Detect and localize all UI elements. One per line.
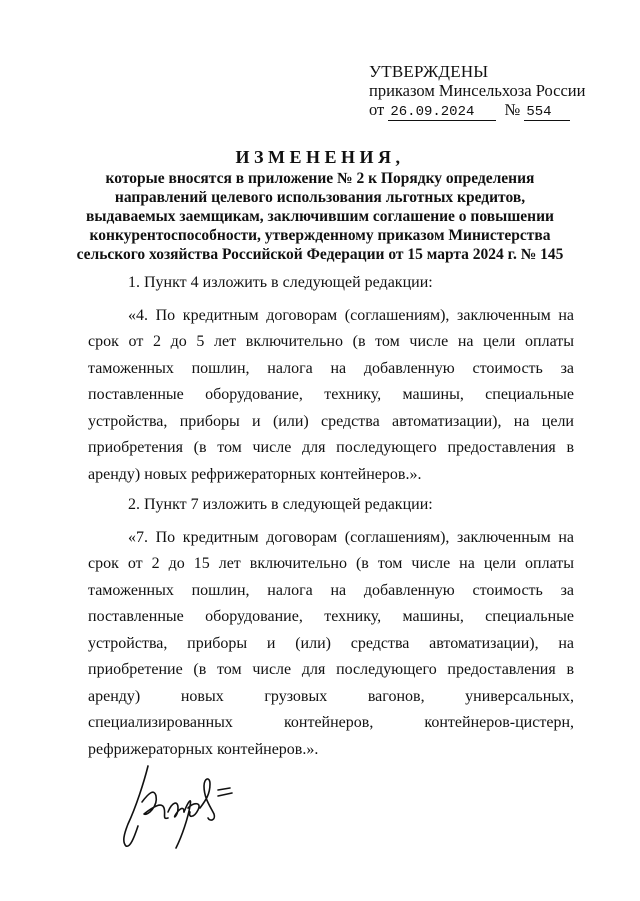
item-1-text: «4. По кредитным договорам (соглашениям), заключенным на срок от 2 до 5 лет включительно (в том числе на цели оплаты таможенных пошлин, налога на добавленную стоимость за поставленные оборудование, технику, машины, специальные устройства, приборы и (или) средства автоматизации), на цели приобретения (в том числе для последующего предоставления в аренду) новых рефрижераторных контейнеров.». — [88, 306, 574, 483]
heading-subtitle-line: выдаваемых заемщикам, заключившим соглашение о повышении — [86, 208, 554, 225]
handwritten-signature — [118, 762, 268, 852]
from-label: от — [369, 100, 385, 119]
order-date-field: 26.09.2024 — [388, 105, 496, 121]
document-heading — [60, 146, 580, 264]
document-body — [88, 266, 574, 763]
approval-title: УТВЕРЖДЕНЫ — [369, 62, 489, 81]
heading-subtitle-line: конкурентоспособности, утвержденному приказом Министерства — [89, 227, 551, 244]
approval-stamp — [369, 62, 585, 121]
approval-date-number-line — [369, 100, 585, 121]
order-number-field: 554 — [524, 105, 570, 121]
heading-title: ИЗМЕНЕНИЯ, — [235, 147, 405, 167]
number-label: № — [504, 100, 521, 119]
heading-subtitle-line: которые вносятся в приложение № 2 к Порядку определения — [105, 170, 535, 187]
item-2-text: «7. По кредитным договорам (соглашениям), заключенным на срок от 2 до 15 лет включительно (в том числе на цели оплаты таможенных пошлин, налога на добавленную стоимость за поставленные оборудование, технику, машины, специальные устройства, приборы и (или) средства автоматизации), на приобретение (в том числе для последующего предоставления в аренду) новых грузовых вагонов, универсальных, специализированных контейнеров, контейнеров-цистерн, — [88, 528, 574, 731]
heading-subtitle-line: направлений целевого использования льготных кредитов, — [114, 189, 526, 206]
item-1-intro: 1. Пункт 4 изложить в следующей редакции: — [128, 274, 433, 291]
item-2-intro: 2. Пункт 7 изложить в следующей редакции: — [128, 496, 433, 513]
item-2-text-end: рефрижераторных контейнеров.». — [88, 740, 319, 758]
approval-order-line: приказом Минсельхоза России — [369, 81, 586, 100]
heading-subtitle-line: сельского хозяйства Российской Федерации от 15 марта 2024 г. № 145 — [76, 246, 564, 263]
